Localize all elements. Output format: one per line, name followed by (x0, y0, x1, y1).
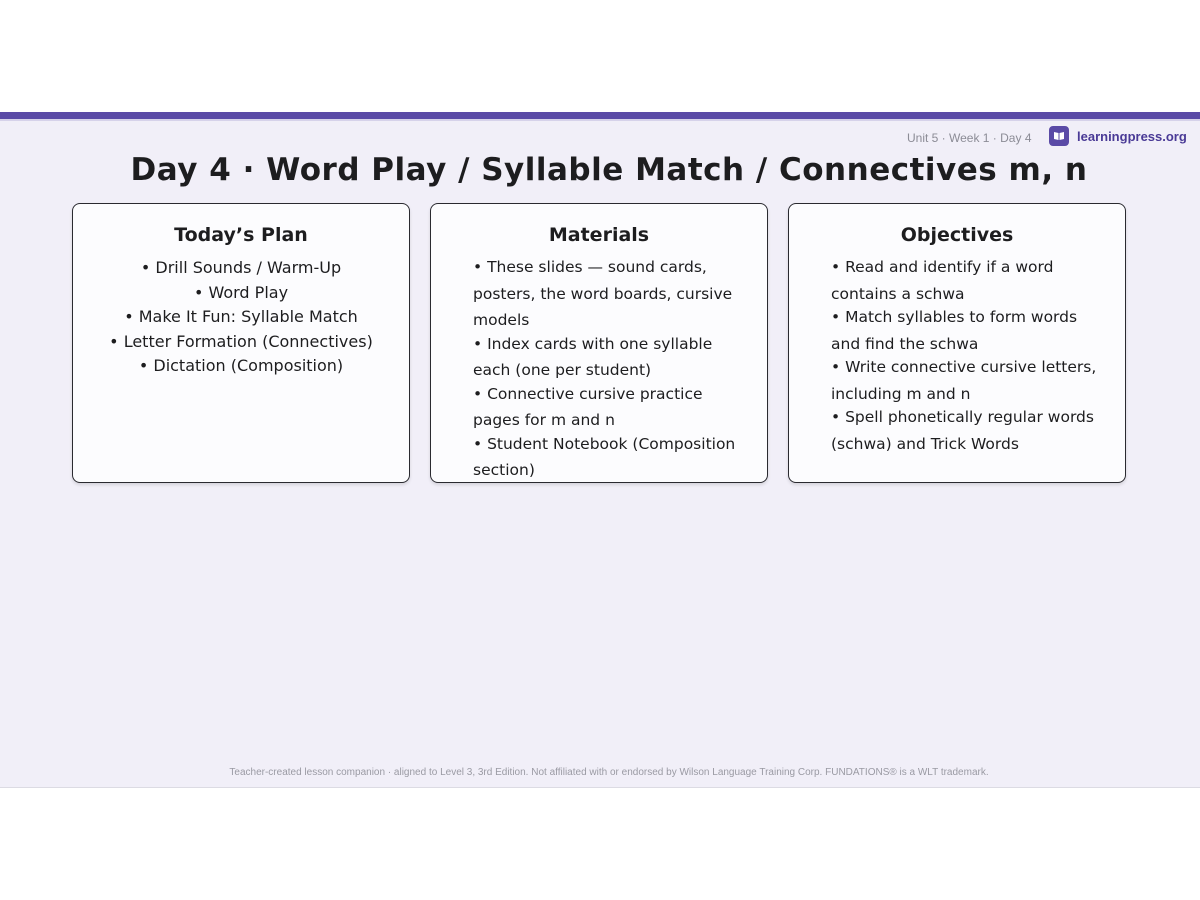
accent-bar-shadow (0, 119, 1200, 121)
objectives-card (788, 203, 1126, 483)
list-item: • Student Notebook (Composition section) (473, 434, 736, 479)
materials-list (431, 254, 767, 484)
list-item: • Read and identify if a word contains a schwa (831, 258, 1054, 303)
materials-heading: Materials (548, 224, 650, 246)
objectives-list (789, 254, 1125, 457)
book-icon (1049, 126, 1069, 146)
objectives-heading: Objectives (900, 224, 1014, 246)
footer-disclaimer: Teacher-created lesson companion · aligned to Level 3, 3rd Edition. Not affiliated with or endorsed by Wilson Language Training Corp. FUNDATIONS® is a WLT trademark. (229, 767, 989, 778)
list-item: • Dictation (Composition) (138, 356, 344, 375)
list-item: • Spell phonetically regular words (schwa) and Trick Words (831, 408, 1094, 453)
todays-plan-card (72, 203, 410, 483)
list-item: • Letter Formation (Connectives) (109, 331, 373, 351)
list-item: • Drill Sounds / Warm-Up (140, 258, 342, 277)
list-item: • Write connective cursive letters, including m and n (831, 358, 1097, 403)
brand-name[interactable]: learningpress.org (1077, 128, 1187, 144)
list-item: • Make It Fun: Syllable Match (124, 307, 358, 326)
list-item: • Word Play (193, 282, 289, 302)
page-title: Day 4 · Word Play / Syllable Match / Connectives m, n (130, 152, 1088, 188)
brand[interactable] (1049, 126, 1187, 146)
list-item: • Match syllables to form words and find the schwa (831, 308, 1078, 353)
todays-plan-list (73, 256, 409, 379)
materials-card (430, 203, 768, 483)
todays-plan-heading: Today’s Plan (174, 224, 308, 246)
list-item: • Connective cursive practice pages for m and n (473, 384, 703, 429)
list-item: • These slides — sound cards, posters, the word boards, cursive models (473, 258, 733, 329)
accent-bar (0, 112, 1200, 119)
list-item: • Index cards with one syllable each (one per student) (473, 334, 713, 379)
lesson-meta: Unit 5 · Week 1 · Day 4 (907, 131, 1032, 145)
slide (0, 112, 1200, 787)
